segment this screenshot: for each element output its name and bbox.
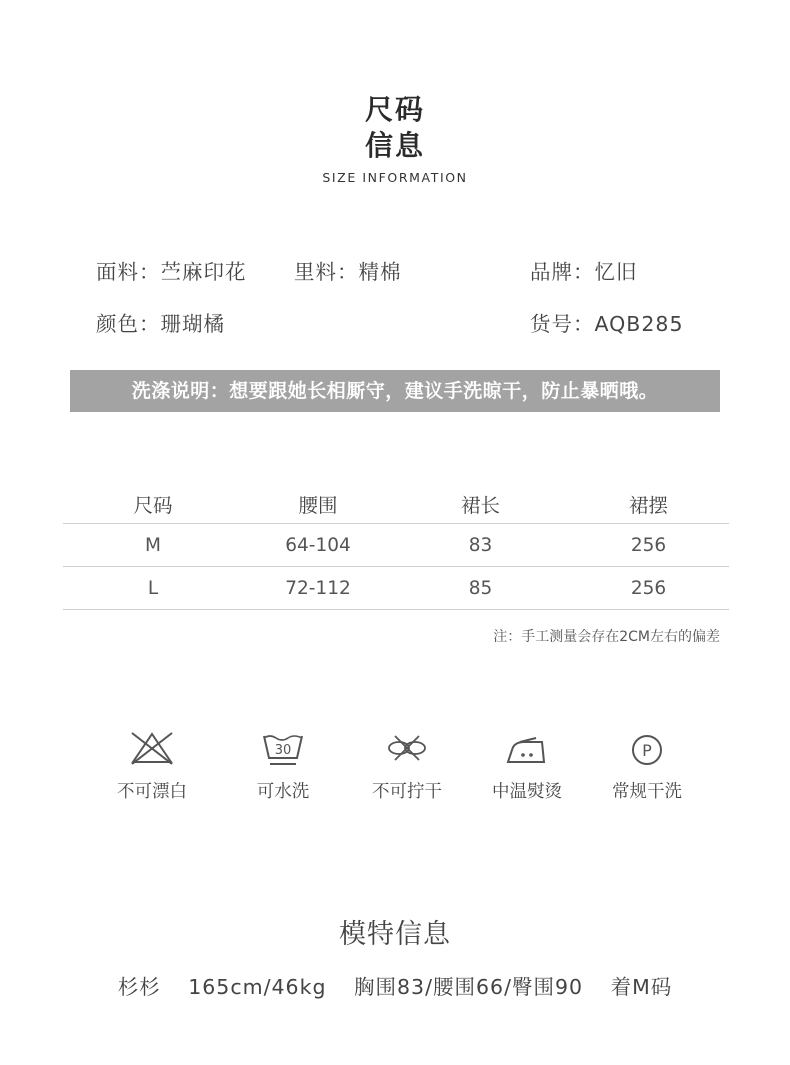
care-label: 不可拧干 <box>372 782 442 802</box>
table-header-cell: 尺码 <box>133 493 173 517</box>
model-size-worn: 着M码 <box>610 975 673 999</box>
wash-temperature: 30 <box>274 743 292 758</box>
care-label: 不可漂白 <box>117 782 187 802</box>
care-label: 可水洗 <box>256 782 310 802</box>
wash-30-icon <box>258 728 308 768</box>
measurement-note: 注：手工测量会存在2CM左右的偏差 <box>493 629 720 645</box>
table-header-cell: 裙长 <box>460 493 500 517</box>
fabric-info: 面料：苎麻印花 <box>96 260 247 284</box>
table-cell: 256 <box>630 577 667 599</box>
care-item-no-bleach <box>97 728 207 803</box>
brand-info: 品牌：忆旧 <box>530 260 638 284</box>
care-item-dry-clean <box>592 728 702 803</box>
table-cell: 256 <box>630 534 667 556</box>
table-cell: M <box>145 534 161 556</box>
table-cell: 83 <box>468 534 493 556</box>
table-header-cell: 腰围 <box>298 493 338 517</box>
no-wring-icon <box>382 728 432 768</box>
page-title-line1: 尺码 <box>364 93 425 126</box>
dry-clean-p-icon <box>622 728 672 768</box>
table-header-row <box>63 484 729 523</box>
table-cell: 85 <box>468 577 493 599</box>
color-info: 颜色：珊瑚橘 <box>96 312 225 336</box>
page-subtitle: SIZE INFORMATION <box>322 170 468 185</box>
wash-instructions-banner: 洗涤说明：想要跟她长相厮守，建议手洗晾干，防止暴晒哦。 <box>70 370 720 412</box>
care-label: 常规干洗 <box>612 782 682 802</box>
dry-clean-letter: P <box>642 741 652 760</box>
page-title-line2: 信息 <box>364 129 425 162</box>
care-item-no-wring <box>352 728 462 803</box>
model-info-title: 模特信息 <box>339 919 451 950</box>
size-table <box>63 484 729 610</box>
model-name: 杉杉 <box>117 975 161 999</box>
no-bleach-icon <box>127 728 177 768</box>
table-cell: 72-112 <box>285 577 351 599</box>
table-cell: L <box>147 577 159 599</box>
model-measurements: 胸围83/腰围66/臀围90 <box>354 975 584 999</box>
table-header-cell: 裙摆 <box>628 493 668 517</box>
table-row <box>63 523 729 566</box>
model-info-line <box>0 970 790 1000</box>
care-label: 中温熨烫 <box>492 782 562 802</box>
iron-medium-icon <box>502 728 552 768</box>
care-item-iron-medium <box>472 728 582 803</box>
table-row <box>63 566 729 610</box>
lining-info: 里料：精棉 <box>294 260 402 284</box>
table-cell: 64-104 <box>285 534 351 556</box>
model-height-weight: 165cm/46kg <box>188 975 327 999</box>
item-number-info: 货号：AQB285 <box>530 312 684 336</box>
care-item-wash-30 <box>228 728 338 803</box>
